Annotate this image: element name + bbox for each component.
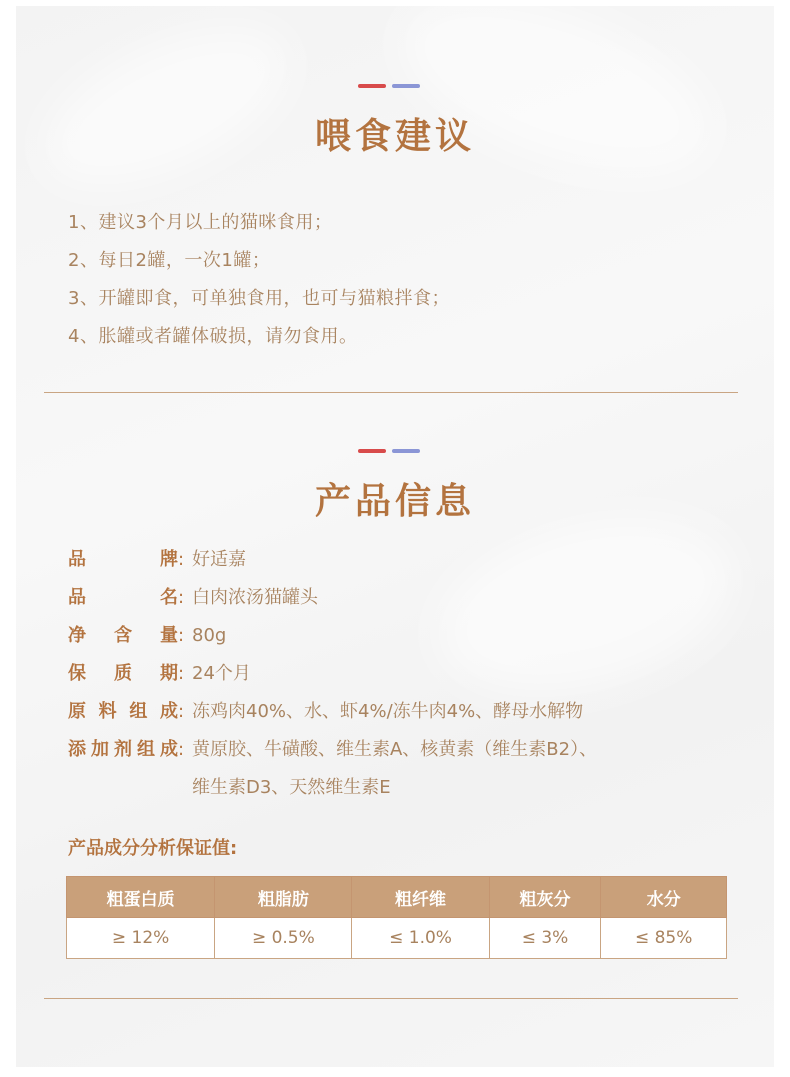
analysis-title: 产品成分分析保证值:: [68, 838, 238, 859]
page-card: [16, 6, 774, 1067]
nutrition-value: ≥ 12%: [67, 918, 215, 959]
info-colon: :: [178, 587, 185, 608]
nutrition-table: [66, 876, 727, 959]
info-value: 冻鸡肉40%、水、虾4%/冻牛肉4%、酵母水解物: [192, 701, 584, 722]
info-colon: :: [178, 701, 185, 722]
feeding-section-title: 喂食建议: [314, 116, 475, 157]
info-row-brand: [68, 547, 246, 573]
info-label: 品牌: [68, 549, 178, 570]
info-colon: :: [178, 663, 185, 684]
info-value: 24个月: [192, 663, 251, 684]
section-accent-mark: [358, 84, 420, 88]
nutrition-header: 粗蛋白质: [67, 877, 215, 918]
info-label: 净含量: [68, 625, 178, 646]
product-section-title: 产品信息: [314, 481, 475, 522]
info-row-additives-continued: [192, 775, 391, 801]
accent-bar-red: [358, 84, 386, 88]
nutrition-value-row: [67, 918, 727, 959]
nutrition-header: 粗灰分: [489, 877, 601, 918]
info-row-ingredients: [68, 699, 583, 725]
nutrition-header: 水分: [601, 877, 727, 918]
info-colon: :: [178, 625, 185, 646]
section-divider: [44, 998, 738, 999]
accent-bar-blue: [392, 449, 420, 453]
feeding-item: 2、每日2罐，一次1罐；: [68, 250, 271, 271]
feeding-item: 1、建议3个月以上的猫咪食用；: [68, 212, 333, 233]
nutrition-header: 粗脂肪: [215, 877, 352, 918]
feeding-item: 3、开罐即食，可单独食用，也可与猫粮拌食；: [68, 288, 450, 309]
info-value: 80g: [192, 625, 227, 646]
section-divider: [44, 392, 738, 393]
nutrition-header: 粗纤维: [352, 877, 489, 918]
nutrition-value: ≤ 85%: [601, 918, 727, 959]
info-value: 黄原胶、牛磺酸、维生素A、核黄素（维生素B2）、: [192, 739, 598, 760]
info-label: 原料组成: [68, 701, 178, 722]
info-value: 白肉浓汤猫罐头: [192, 587, 318, 608]
feeding-item: 4、胀罐或者罐体破损，请勿食用。: [68, 326, 358, 347]
info-colon: :: [178, 549, 185, 570]
info-label: 品名: [68, 587, 178, 608]
background-shadow: [420, 490, 751, 722]
accent-bar-blue: [392, 84, 420, 88]
nutrition-value: ≤ 1.0%: [352, 918, 489, 959]
info-colon: :: [178, 739, 185, 760]
info-label: 保质期: [68, 663, 178, 684]
info-value: 维生素D3、天然维生素E: [192, 777, 391, 798]
accent-bar-red: [358, 449, 386, 453]
info-row-shelf-life: [68, 661, 251, 687]
nutrition-value: ≥ 0.5%: [215, 918, 352, 959]
info-label: 添加剂组成: [68, 739, 178, 760]
nutrition-header-row: [67, 877, 727, 918]
section-accent-mark: [358, 449, 420, 453]
info-row-name: [68, 585, 318, 611]
info-row-additives: [68, 737, 597, 763]
info-row-net-weight: [68, 623, 226, 649]
info-value: 好适嘉: [192, 549, 246, 570]
nutrition-value: ≤ 3%: [489, 918, 601, 959]
background-shadow: [382, 6, 731, 207]
feeding-list: [68, 204, 450, 356]
